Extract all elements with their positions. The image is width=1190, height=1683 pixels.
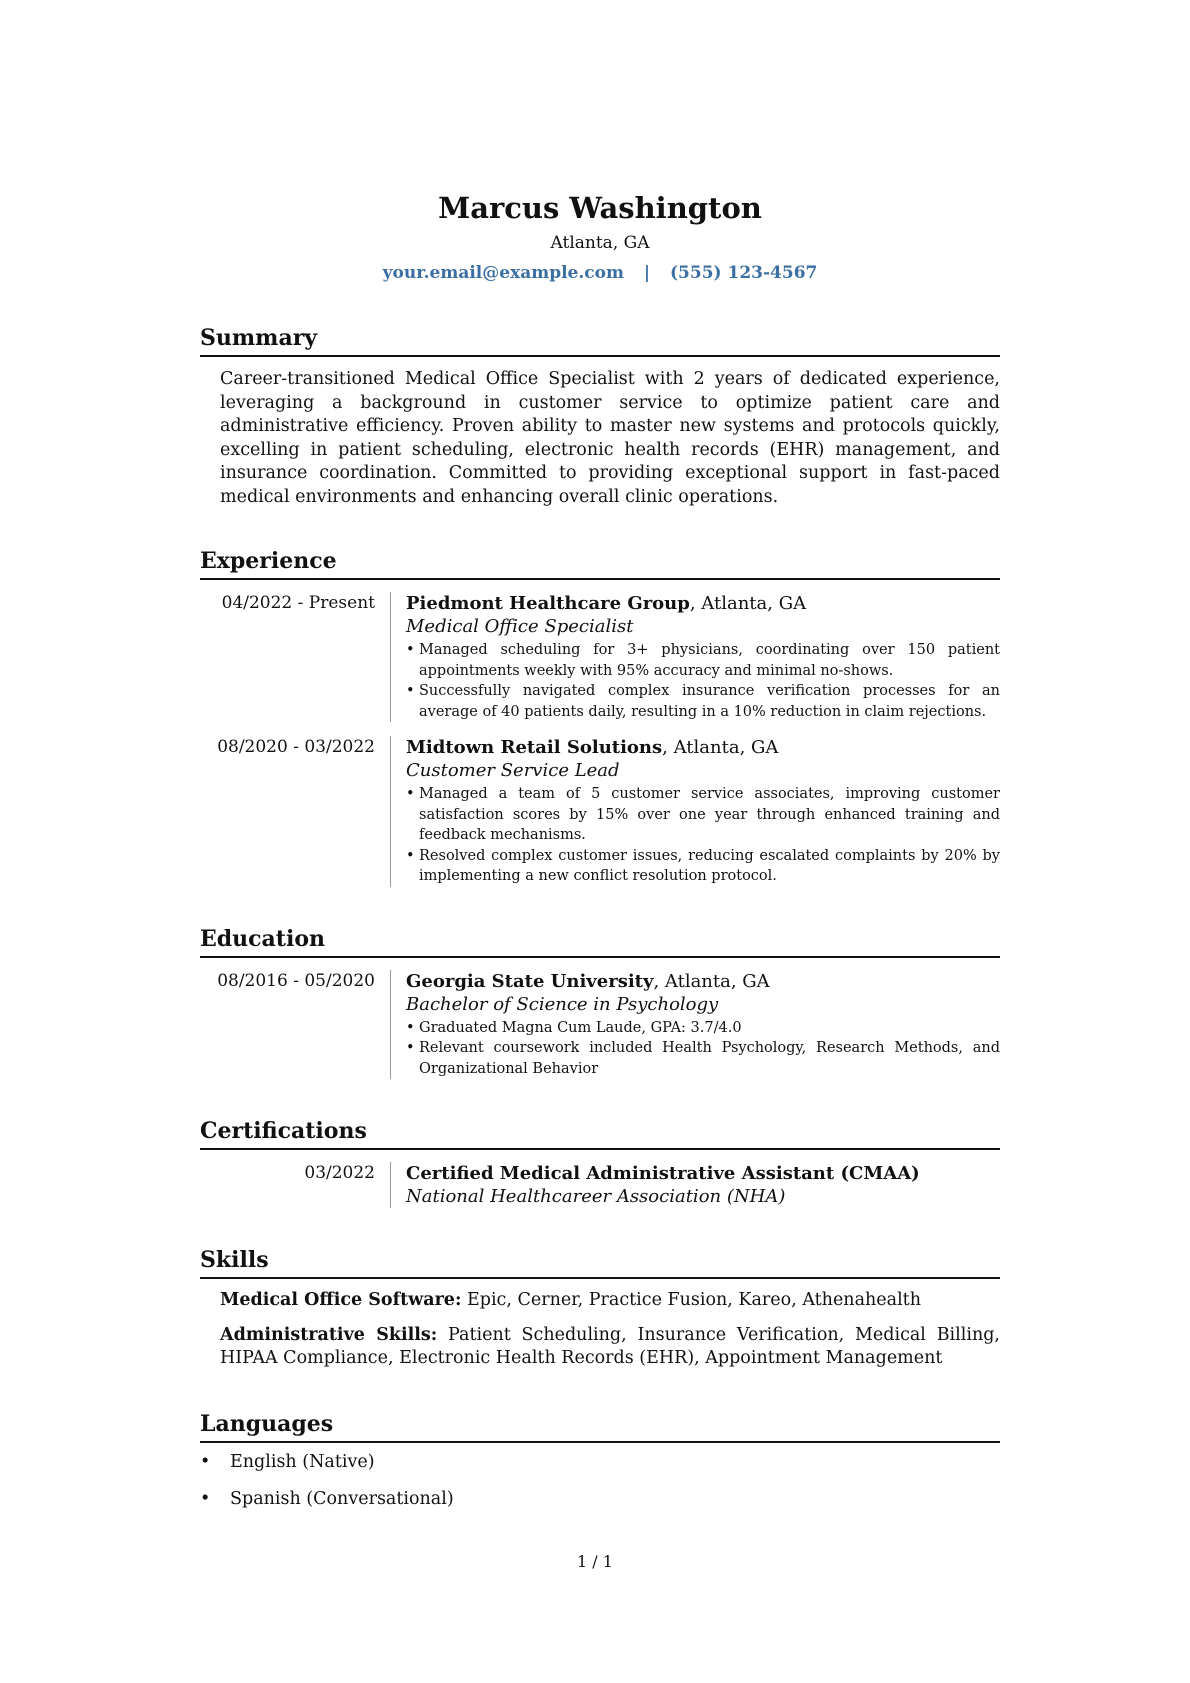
contact-line [200, 262, 1000, 284]
page-number: 1 / 1 [577, 1552, 613, 1571]
candidate-location: Atlanta, GA [550, 233, 650, 253]
experience-section [200, 547, 1000, 887]
languages-section [200, 1410, 1000, 1511]
experience-entry [200, 592, 1000, 722]
entry-location: , Atlanta, GA [653, 970, 770, 992]
entry-date: 03/2022 [304, 1163, 375, 1183]
skill-line [200, 1324, 1000, 1370]
entry-date: 08/2020 - 03/2022 [217, 737, 375, 757]
education-title: Education [200, 925, 1000, 958]
entry-organization: Georgia State University [406, 970, 654, 992]
entry-role: Medical Office Specialist [406, 616, 634, 637]
summary-title: Summary [200, 324, 1000, 357]
list-item: • Managed scheduling for 3+ physicians, coordinating over 150 patient appointments weekly with 95% accuracy and minimal no-shows. [406, 640, 1000, 681]
entry-date: 04/2022 - Present [221, 593, 375, 613]
phone-link[interactable]: (555) 123-4567 [670, 263, 818, 283]
languages-list [200, 1451, 1000, 1511]
list-item: • Relevant coursework included Health Psychology, Research Methods, and Organizational Behavior [406, 1038, 1000, 1079]
list-item: • Graduated Magna Cum Laude, GPA: 3.7/4.0 [406, 1018, 1000, 1039]
entry-role: Customer Service Lead [406, 760, 620, 781]
summary-text: Career-transitioned Medical Office Specialist with 2 years of dedicated experience, leveraging a background in customer service to optimize patient care and administrative efficiency. Proven ability to master new systems and protocols quickly, excelling in patient scheduling, electronic health records (EHR) management, and insurance coordination. Committed to providing exceptional support in fast-paced medical environments and enhancing overall clinic operations. [220, 369, 1000, 507]
email-link[interactable]: your.email@example.com [382, 263, 624, 283]
skills-section [200, 1246, 1000, 1370]
entry-location: , Atlanta, GA [662, 737, 779, 758]
skill-value: Patient Scheduling, Insurance Verification, Medical Billing, HIPAA Compliance, Electronic Health Records (EHR), Appointment Management [220, 1325, 1000, 1368]
certifications-title: Certifications [200, 1117, 1000, 1150]
entry-bullets [406, 784, 1000, 887]
skill-line [200, 1289, 1000, 1312]
entry-heading [406, 1162, 1000, 1185]
education-section [200, 925, 1000, 1080]
languages-title: Languages [200, 1410, 1000, 1443]
skill-value: Epic, Cerner, Practice Fusion, Kareo, Athenahealth [461, 1290, 921, 1310]
entry-organization: Piedmont Healthcare Group [406, 593, 690, 614]
certification-entry [200, 1162, 1000, 1208]
summary-section [200, 324, 1000, 509]
candidate-name: Marcus Washington [438, 191, 762, 225]
skill-label: Medical Office Software: [220, 1290, 462, 1310]
entry-heading [406, 592, 1000, 615]
list-item: • Resolved complex customer issues, reducing escalated complaints by 20% by implementing a new conflict resolution protocol. [406, 846, 1000, 887]
education-entry [200, 970, 1000, 1080]
skill-label: Administrative Skills: [220, 1325, 438, 1345]
entry-bullets [406, 1018, 1000, 1080]
list-item: • Managed a team of 5 customer service associates, improving customer satisfaction scores by 15% over one year through enhanced training and feedback mechanisms. [406, 784, 1000, 846]
entry-role: Bachelor of Science in Psychology [406, 993, 719, 1015]
entry-date: 08/2016 - 05/2020 [217, 970, 375, 991]
experience-title: Experience [200, 547, 1000, 580]
list-item: • Spanish (Conversational) [200, 1488, 1000, 1511]
list-item: • English (Native) [200, 1451, 1000, 1474]
experience-entry [200, 736, 1000, 887]
entry-bullets [406, 640, 1000, 722]
entry-organization: Certified Medical Administrative Assistant (CMAA) [406, 1163, 920, 1184]
certifications-section [200, 1117, 1000, 1208]
entry-role: National Healthcareer Association (NHA) [406, 1186, 786, 1207]
entry-heading [406, 736, 1000, 759]
list-item: • Successfully navigated complex insurance verification processes for an average of 40 patients daily, resulting in a 10% reduction in claim rejections. [406, 681, 1000, 722]
entry-location: , Atlanta, GA [689, 593, 807, 614]
resume-page [200, 190, 1000, 1525]
skills-title: Skills [200, 1246, 1000, 1279]
resume-header [200, 190, 1000, 284]
entry-organization: Midtown Retail Solutions [406, 737, 663, 758]
entry-heading [406, 970, 1000, 993]
contact-separator: | [643, 263, 651, 283]
